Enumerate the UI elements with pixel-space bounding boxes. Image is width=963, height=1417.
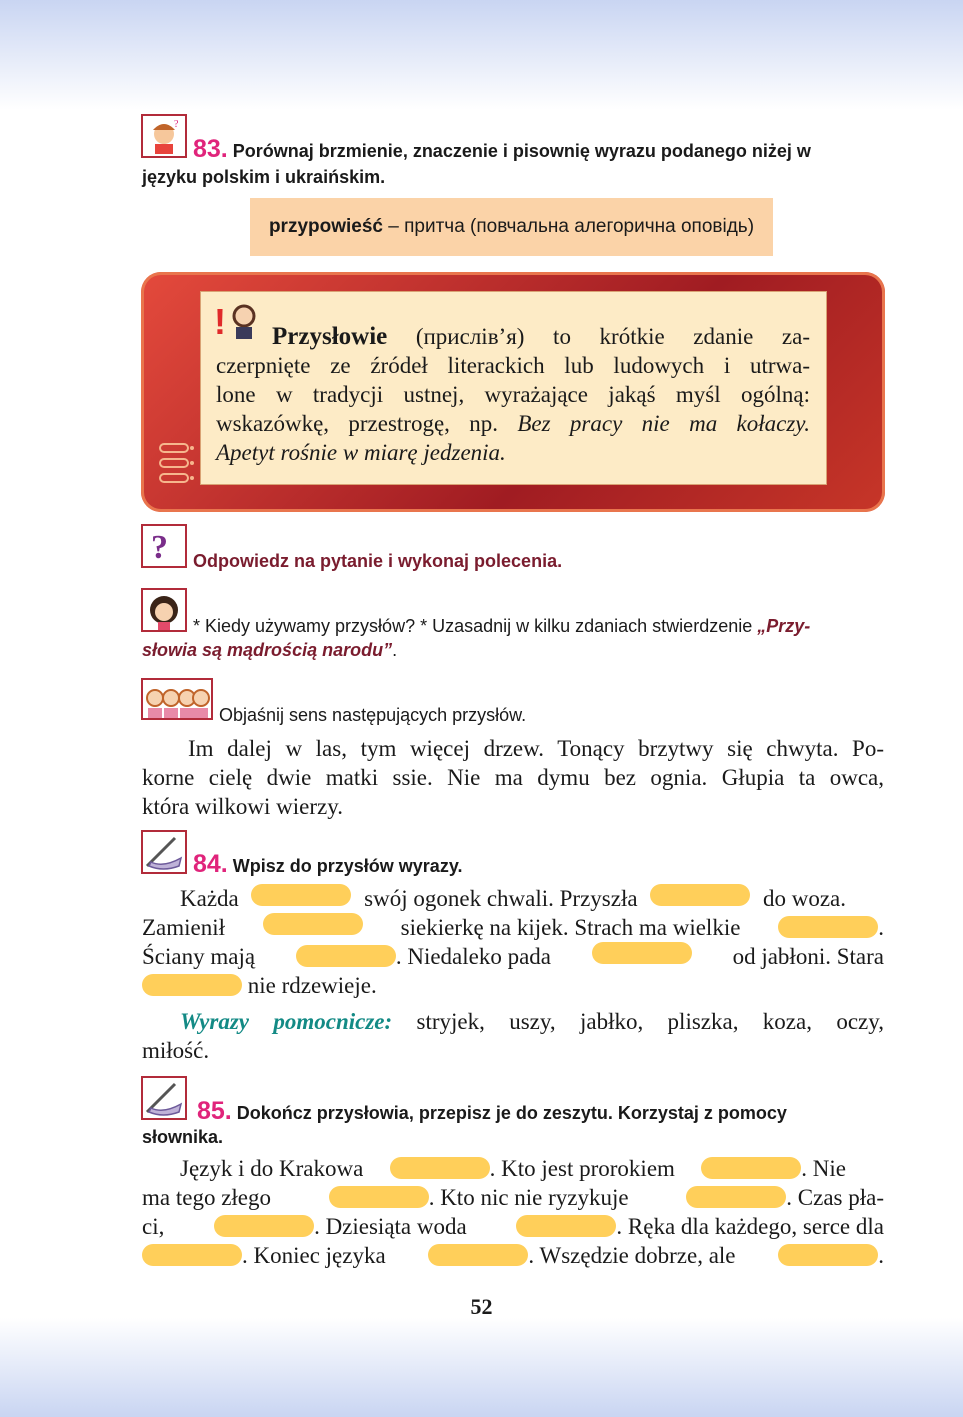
rule-box-stripes xyxy=(158,440,196,486)
quote-part1: „Przy- xyxy=(757,616,811,636)
explain-instruction: Objaśnij sens następujących przysłów. xyxy=(219,705,527,725)
ex85-text: ci, xyxy=(142,1214,165,1239)
bottom-gradient xyxy=(0,1318,963,1417)
group-of-children-icon xyxy=(141,678,213,720)
ex84-instruction xyxy=(193,850,463,878)
question-text: * Kiedy używamy przysłów? * Uzasadnij w kilku zdaniach stwierdzenie xyxy=(193,616,758,636)
rule-line1 xyxy=(216,322,810,351)
ex84-text: . Niedaleko pada xyxy=(395,944,552,969)
ex85-text: Język i do Krakowa xyxy=(180,1156,364,1181)
ex84-text: Ściany mają xyxy=(142,944,256,969)
ex84-line4 xyxy=(142,971,884,1000)
helper-words-line2: miłość. xyxy=(142,1038,210,1063)
ex85-text: . Ręka dla każdego, serce dla xyxy=(616,1214,884,1239)
answer-blank[interactable] xyxy=(251,884,351,906)
rule-line2: czerpnięte ze źródeł literackich lub ludowych i utrwa- xyxy=(216,353,810,378)
ex85-line2 xyxy=(142,1183,884,1212)
girl-face-icon xyxy=(141,588,187,632)
proverbs-line1: Im dalej w las, tym więcej drzew. Tonący brzytwy się chwyta. Po- xyxy=(188,736,884,761)
term-box xyxy=(250,198,773,256)
answer-blank[interactable] xyxy=(329,1186,429,1208)
answer-blank[interactable] xyxy=(778,916,878,938)
answer-blank[interactable] xyxy=(701,1157,801,1179)
rule-line4-plain: wskazówkę, przestrogę, np. xyxy=(216,411,518,436)
ex84-line2 xyxy=(142,913,884,942)
question-mark-icon xyxy=(141,524,187,568)
answer-blank[interactable] xyxy=(650,884,750,906)
ex84-line3 xyxy=(142,942,884,971)
ex85-text: . xyxy=(878,1243,884,1268)
ex85-text: . Wszędzie dobrze, ale xyxy=(528,1243,736,1268)
svg-text:?: ? xyxy=(174,119,179,130)
writing-hand-icon xyxy=(141,830,187,874)
ex85-text: . Koniec języka xyxy=(242,1243,386,1268)
ex84-text: . xyxy=(878,915,884,940)
quote-part2: słowia są mądrością narodu” xyxy=(142,640,393,660)
ex85-text: . Czas pła- xyxy=(786,1185,884,1210)
ex84-number: 84. xyxy=(193,850,228,878)
ex84-text: siekierkę na kijek. Strach ma wielkie xyxy=(400,915,741,940)
ex85-instruction-line2: słownika. xyxy=(142,1127,224,1147)
ex83-instruction-line2: języku polskim i ukraińskim. xyxy=(142,167,386,187)
helper-words-label: Wyrazy pomocnicze: xyxy=(180,1009,393,1034)
ex85-line4 xyxy=(142,1241,884,1270)
ex84-text: od jabłoni. Stara xyxy=(732,944,884,969)
writing-hand-icon xyxy=(141,1076,187,1120)
ex85-instruction-line1: Dokończ przysłowia, przepisz je do zeszytu. Korzystaj z pomocy xyxy=(236,1103,787,1123)
answer-blank[interactable] xyxy=(296,945,396,967)
svg-text:!: ! xyxy=(214,301,226,340)
ex84-text: do woza. xyxy=(762,886,846,911)
answer-blank[interactable] xyxy=(214,1215,314,1237)
ex84-text: Każda xyxy=(180,886,239,911)
ex84-text: swój ogonek chwali. Przyszła xyxy=(364,886,638,911)
answer-blank[interactable] xyxy=(592,942,692,964)
answer-blank[interactable] xyxy=(390,1157,490,1179)
ex83-number: 83. xyxy=(193,135,228,163)
rule-term: Przysłowie xyxy=(272,323,388,350)
question-line2 xyxy=(142,639,397,662)
quote-end: . xyxy=(392,640,398,660)
ex83-instruction-line1: Porównaj brzmienie, znaczenie i pisownię wyrazu podanego niżej w xyxy=(232,141,811,161)
rule-example2: Apetyt rośnie w miarę jedzenia. xyxy=(216,440,506,465)
thinking-child-icon xyxy=(141,114,187,158)
ex85-number: 85. xyxy=(197,1097,232,1125)
top-gradient xyxy=(0,0,963,110)
ex83-instruction xyxy=(193,135,884,163)
ex85-text: . Kto nic nie ryzykuje xyxy=(428,1185,629,1210)
answer-blank[interactable] xyxy=(428,1244,528,1266)
ex85-text: . Dziesiąta woda xyxy=(314,1214,467,1239)
term-translation: – притча (повчальна алегорична оповідь) xyxy=(383,216,755,237)
answer-blank[interactable] xyxy=(686,1186,786,1208)
ex85-line1 xyxy=(142,1154,846,1183)
ex85-text: ma tego złego xyxy=(142,1185,272,1210)
answer-blank[interactable] xyxy=(263,913,363,935)
ex85-instruction xyxy=(197,1097,884,1125)
term-word: przypowieść xyxy=(268,216,383,237)
rule-example1: Bez pracy nie ma kołaczy. xyxy=(517,411,810,436)
proverbs-line3: która wilkowi wierzy. xyxy=(142,794,343,819)
answer-blank[interactable] xyxy=(142,974,242,996)
page-number: 52 xyxy=(470,1294,493,1319)
ex84-text: nie rdzewieje. xyxy=(247,973,377,998)
answer-blank[interactable] xyxy=(142,1244,242,1266)
rule-line3: lone w tradycji ustnej, wyrażające jakąś myśl ogólną: xyxy=(216,382,810,407)
questions-heading: Odpowiedz na pytanie i wykonaj polecenia. xyxy=(193,551,563,571)
answer-blank[interactable] xyxy=(778,1244,878,1266)
rule-line1-rest: (прислів’я) to krótkie zdanie za- xyxy=(387,324,810,349)
ex84-line1 xyxy=(142,884,846,913)
ex85-line3 xyxy=(142,1212,884,1241)
helper-words-line1 xyxy=(142,1007,884,1036)
ex85-text: . Kto jest prorokiem xyxy=(489,1156,675,1181)
answer-blank[interactable] xyxy=(516,1215,616,1237)
helper-words: stryjek, uszy, jabłko, pliszka, koza, oczy, xyxy=(392,1009,884,1034)
question-line1 xyxy=(193,615,884,638)
rule-line5 xyxy=(216,438,810,467)
ex84-instruction-text: Wpisz do przysłów wyrazy. xyxy=(232,856,463,876)
ex84-text: Zamienił xyxy=(142,915,226,940)
rule-line4 xyxy=(216,409,810,438)
svg-text:?: ? xyxy=(151,529,168,566)
proverbs-line2: korne cielę dwie matki ssie. Nie ma dymu bez ognia. Głupia ta owca, xyxy=(142,765,884,790)
ex85-text: . Nie xyxy=(801,1156,846,1181)
